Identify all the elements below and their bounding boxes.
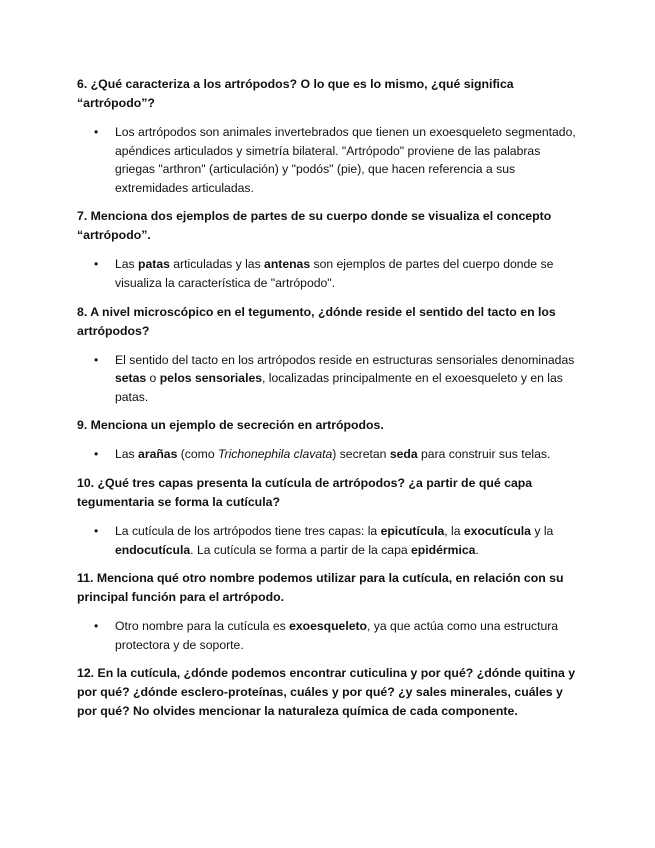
answer-text: Las [115,447,139,462]
question-heading: 8. A nivel microscópico en el tegumento, ¿dónde reside el sentido del tacto en los artrópodos? [77,304,556,338]
answer-item [77,351,579,407]
question-heading: 10. ¿Qué tres capas presenta la cutícula de artrópodos? ¿a partir de qué capa tegumentaria se forma la cutícula? [77,475,533,509]
answer-text: ) secretan [332,447,390,462]
answer-text: endocutícula [115,542,191,557]
answer-list [77,522,579,559]
answer-text: La cutícula de los artrópodos tiene tres capas: la [115,523,381,538]
answer-text: . [475,542,479,557]
answer-text: (como [177,447,218,462]
answer-text: epicutícula [380,523,445,538]
answer-text: Las [115,257,139,272]
answer-item [77,445,579,464]
answer-text: Otro nombre para la cutícula es [115,619,290,634]
answer-text: son ejemplos de partes del cuerpo donde se visualiza la característica de "artrópodo". [115,257,554,290]
answer-text: arañas [138,447,178,462]
answer-text: , ya que actúa como una estructura protectora y de soporte. [115,619,559,652]
bullet-icon: • [94,619,99,634]
answer-text: epidérmica [411,542,476,557]
answer-list [77,617,579,654]
answer-text: , la [444,523,464,538]
bullet-icon: • [94,125,99,139]
answer-text: El sentido del tacto en los artrópodos reside en estructuras sensoriales denominadas [115,352,575,367]
answer-list [77,351,579,407]
question-heading: 11. Menciona qué otro nombre podemos utilizar para la cutícula, en relación con su principal función para el artrópodo. [77,571,564,605]
answer-list [77,445,579,464]
answer-text: o [146,371,160,386]
answer-item [77,522,579,559]
bullet-icon: • [94,257,99,272]
answer-text: y la [530,523,554,538]
bullet-icon: • [94,523,99,538]
answer-text: , localizadas principalmente en el exoesqueleto y en las patas. [115,371,563,404]
question-heading: 9. Menciona un ejemplo de secreción en artrópodos. [77,418,384,433]
question-heading: 12. En la cutícula, ¿dónde podemos encontrar cuticulina y por qué? ¿dónde quitina y por qué? ¿dónde esclero-proteínas, cuáles y por qué? ¿y sales minerales, cuáles y por qué? No olvides mencionar la naturaleza química de cada componente. [77,666,576,719]
answer-text: antenas [264,257,311,272]
answer-item [77,123,579,197]
answer-item [77,255,579,292]
answer-text: exoesqueleto [289,619,368,634]
answer-text: pelos sensoriales [159,371,263,386]
answer-list [77,123,579,197]
answer-text: setas [115,371,147,386]
question-heading: 6. ¿Qué caracteriza a los artrópodos? O lo que es lo mismo, ¿qué significa “artrópodo”? [77,77,514,110]
answer-list [77,255,579,292]
answer-text: exocutícula [463,523,531,538]
bullet-icon: • [94,447,99,462]
answer-text: . La cutícula se forma a partir de la capa [190,542,412,557]
bullet-icon: • [94,352,99,367]
question-heading: 7. Menciona dos ejemplos de partes de su cuerpo donde se visualiza el concepto “artrópodo”. [77,209,552,243]
answer-text: patas [138,257,170,272]
answer-text: articuladas y las [169,257,265,272]
answer-text: para construir sus telas. [417,447,551,462]
answer-text: Trichonephila clavata [218,447,333,462]
answer-text: Los artrópodos son animales invertebrados que tienen un exoesqueleto segmentado, apéndices articulados y simetría bilateral. "Artrópodo" proviene de las palabras griegas "arthron" (articulación) y "podós" (pie), que hacen referencia a sus extremidades articuladas. [115,125,576,195]
answer-text: seda [389,447,418,462]
answer-item [77,617,579,654]
